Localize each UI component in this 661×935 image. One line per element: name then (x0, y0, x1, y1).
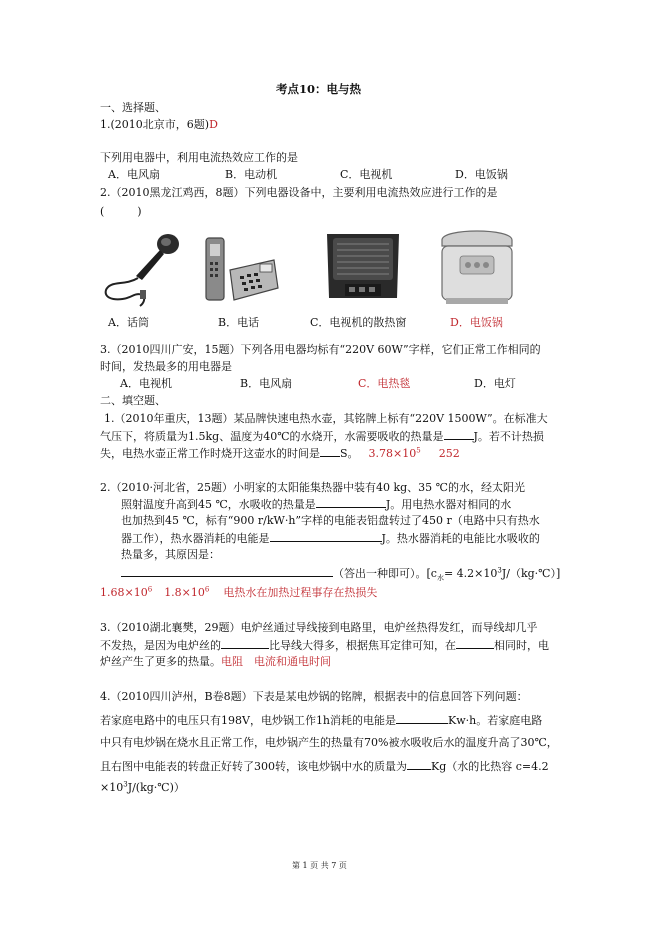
f1-answer-1 (369, 447, 421, 460)
q2-caption-a: A．话筒 (108, 316, 149, 329)
f2-line4-tail: J。热水器消耗的电能比水吸收的 (381, 532, 540, 545)
q1-stem: 下列用电器中，利用电流热效应工作的是 (100, 151, 298, 164)
f4-line2 (100, 713, 542, 728)
f2-line1: 2.（2010·河北省，25题）小明家的太阳能集热器中装有40 kg、35 ℃的水，经太阳光 (100, 481, 525, 494)
f2-line5: 热量多，其原因是： (121, 548, 220, 561)
f2-answer-1-base: 1.68×10 (100, 586, 148, 599)
q1-heading (100, 118, 218, 132)
f4-line3: 中只有电炒锅在烧水且正常工作，电炒锅产生的热量有70%被水吸收后水的温度升高了30℃， (100, 736, 558, 749)
section-fill-heading: 二、填空题、 (100, 394, 166, 407)
f4-line5-exp: 3 (123, 780, 128, 789)
q2-caption-d: D．电饭锅 (450, 316, 503, 329)
f4-line4-text: 且右图中电能表的转盘正好转了300转，该电炒锅中水的质量为 (100, 760, 407, 773)
f2-line6-mid: = 4.2×10 (443, 567, 498, 580)
f3-answer: 电阻 电流和通电时间 (221, 655, 331, 668)
f2-line6-sub: 水 (436, 574, 444, 583)
f1-blank-1[interactable] (444, 429, 474, 440)
f2-line4-text: 器工作），热水器消耗的电能是 (121, 532, 270, 545)
q3-option-b: B．电风扇 (240, 377, 293, 390)
f2-line3: 也加热到45 ℃，标有“900 r/kW·h”字样的电能表铝盘转过了450 r（电路中只有热水 (121, 514, 540, 527)
rice-cooker-image (432, 222, 522, 310)
f2-answer-2 (164, 586, 209, 599)
f4-line2-text: 若家庭电路中的电压只有198V，电炒锅工作1h消耗的电能是 (100, 714, 397, 727)
q2-caption-b: B．电话 (218, 316, 260, 329)
q1-answer: D (209, 118, 218, 131)
f3-line2 (100, 638, 549, 653)
q2-paren: ( ) (100, 205, 142, 218)
f3-line2-tail: 相同时，电 (494, 639, 549, 652)
f3-line2-mid: 比导线大得多，根据焦耳定律可知，在 (269, 639, 456, 652)
f2-answer-3: 电热水在加热过程事存在热损失 (223, 586, 378, 599)
f1-line2-tail: J。若不计热损 (473, 430, 544, 443)
f3-blank-2[interactable] (456, 638, 494, 649)
f2-answers (100, 586, 377, 600)
q1-source: 1.(2010北京市，6题) (100, 118, 210, 131)
page-title: 考点10：电与热 (276, 82, 362, 96)
f2-line2-text: 照射温度升高到45 ℃，水吸收的热量是 (121, 498, 316, 511)
q3-option-c: C．电热毯 (358, 377, 411, 390)
q3-option-d: D．电灯 (474, 377, 516, 390)
tv-vent-image (323, 228, 403, 308)
q3-stem-line1: 3.（2010四川广安，15题）下列各用电器均标有“220V 60W”字样，它们正常工作相同的 (100, 343, 541, 356)
telephone-image (200, 230, 280, 310)
f2-blank-1[interactable] (316, 497, 386, 508)
q3-option-a: A．电视机 (120, 377, 172, 390)
q2-stem: 2.（2010黑龙江鸡西，8题）下列电器设备中，主要利用电流热效应进行工作的是 (100, 186, 498, 199)
f3-line3 (100, 655, 331, 669)
q3-stem-line2: 时间，发热最多的用电器是 (100, 360, 232, 373)
f1-blank-2[interactable] (320, 446, 340, 457)
section-choice-heading: 一、选择题、 (100, 101, 166, 114)
f2-line6-text: （答出一种即可）。[c (333, 567, 437, 580)
f2-line6-tail: J/（kg·℃）] (501, 567, 561, 580)
f2-line4 (121, 531, 540, 546)
f4-line4-tail: Kg（水的比热容 c=4.2 (431, 760, 549, 773)
f4-blank-1[interactable] (396, 713, 448, 724)
f1-line1: 1.（2010年重庆，13题）某品牌快速电热水壶，其铭牌上标有“220V 1500W”。在标准大 (104, 412, 548, 425)
f3-blank-1[interactable] (221, 638, 269, 649)
f4-line4 (100, 759, 549, 774)
q1-option-d: D．电饭锅 (455, 168, 508, 181)
f4-line1: 4.（2010四川泸州，B卷8题）下表是某电炒锅的铭牌，根据表中的信息回答下列问题： (100, 690, 528, 703)
f1-line3-tail: S。 (340, 447, 359, 460)
f3-line3-text: 炉丝产生了更多的热量。 (100, 655, 221, 668)
f1-answer-1-base: 3.78×10 (368, 447, 417, 460)
f1-line3 (100, 446, 460, 461)
f1-line2 (100, 429, 544, 444)
f4-line5-text: ×10 (100, 781, 124, 794)
f4-line5-tail: J/(kg·℃)） (127, 781, 185, 794)
f2-line6 (121, 566, 560, 581)
f2-blank-2[interactable] (270, 531, 382, 542)
f3-line2-text: 不发热，是因为电炉丝的 (100, 639, 221, 652)
f2-answer-2-base: 1.8×10 (164, 586, 205, 599)
f2-answer-2-exp: 6 (204, 585, 210, 594)
microphone-image (100, 230, 185, 310)
f4-blank-2[interactable] (407, 759, 431, 770)
f3-line1: 3.（2010湖北襄樊，29题）电炉丝通过导线接到电路里，电炉丝热得发红，而导线却几乎 (100, 621, 538, 634)
f2-answer-1 (100, 586, 152, 599)
f2-line2-tail: J。用电热水器对相同的水 (385, 498, 512, 511)
f2-answer-1-exp: 6 (147, 585, 153, 594)
f4-line5 (100, 781, 185, 795)
q2-caption-c: C．电视机的散热窗 (310, 316, 407, 329)
f1-answer-1-exp: 5 (416, 446, 421, 455)
f2-line2 (121, 497, 511, 512)
f1-answer-2: 252 (438, 447, 460, 460)
f2-blank-3[interactable] (121, 566, 333, 577)
f1-line3-text: 失，电热水壶正常工作时烧开这壶水的时间是 (100, 447, 320, 460)
q1-option-b: B．电动机 (225, 168, 278, 181)
f1-line2-text: 气压下，将质量为1.5kg、温度为40℃的水烧开，水需要吸收的热量是 (100, 430, 444, 443)
f4-line2-tail: Kw·h。若家庭电路 (448, 714, 543, 727)
f2-line6-exp: 3 (497, 566, 502, 575)
q1-option-c: C．电视机 (340, 168, 393, 181)
q1-option-a: A．电风扇 (108, 168, 160, 181)
page-footer: 第 1 页 共 7 页 (292, 861, 347, 870)
